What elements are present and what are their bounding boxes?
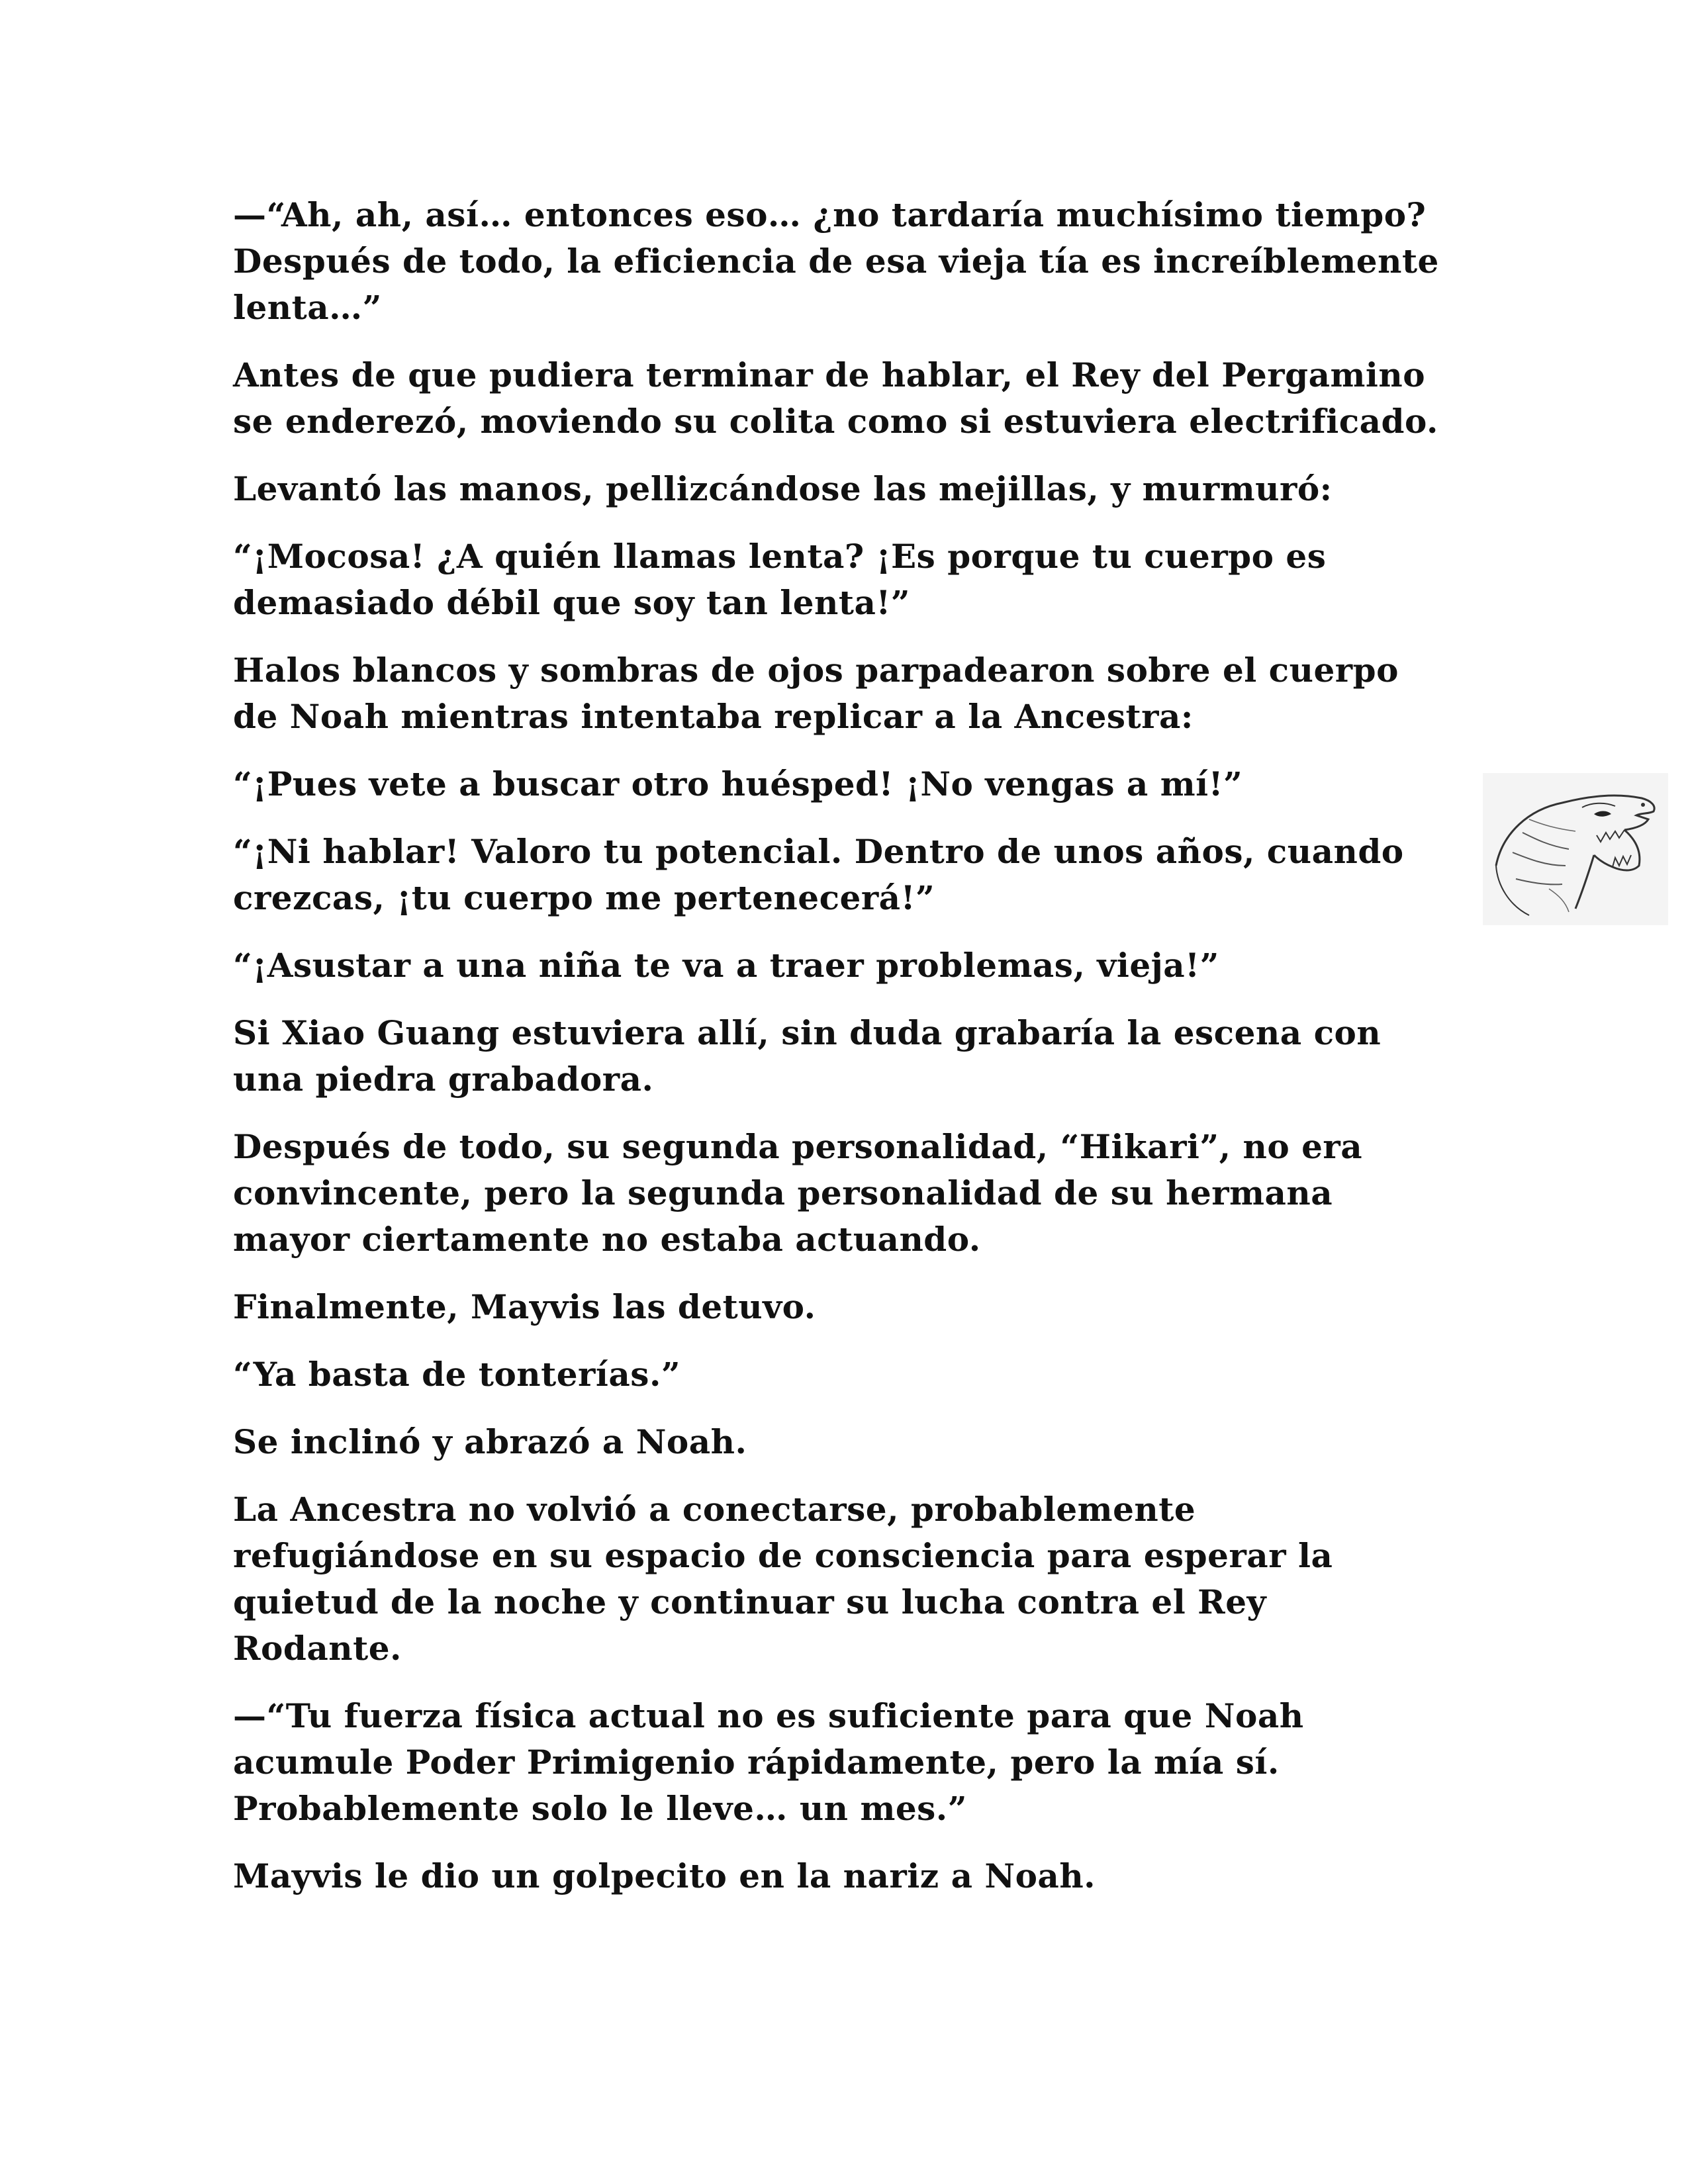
paragraph: Finalmente, Mayvis las detuvo. xyxy=(233,1287,816,1326)
paragraph: Levantó las manos, pellizcándose las mejillas, y murmuró: xyxy=(233,469,1333,508)
paragraph: Se inclinó y abrazó a Noah. xyxy=(233,1422,747,1461)
paragraph: —“Ah, ah, así… entonces eso… ¿no tardaría muchísimo tiempo? Después de todo, la eficiencia de esa vieja tía es increíblemente lenta…” xyxy=(233,195,1439,327)
dinosaur-head-icon xyxy=(1483,773,1668,925)
paragraph: Después de todo, su segunda personalidad, “Hikari”, no era convincente, pero la segunda personalidad de su hermana mayor ciertamente no estaba actuando. xyxy=(233,1127,1363,1259)
paragraph: “Ya basta de tonterías.” xyxy=(233,1355,681,1394)
paragraph: —“Tu fuerza física actual no es suficiente para que Noah acumule Poder Primigenio rápidamente, pero la mía sí. Probablemente solo le lleve… un mes.” xyxy=(233,1696,1304,1828)
paragraph: Antes de que pudiera terminar de hablar, el Rey del Pergamino se enderezó, moviendo su colita como si estuviera electrificado. xyxy=(233,355,1438,441)
body-text xyxy=(233,192,1444,1921)
paragraph: “¡Mocosa! ¿A quién llamas lenta? ¡Es porque tu cuerpo es demasiado débil que soy tan lenta!” xyxy=(233,537,1327,622)
paragraph: Si Xiao Guang estuviera allí, sin duda grabaría la escena con una piedra grabadora. xyxy=(233,1013,1382,1099)
paragraph: “¡Ni hablar! Valoro tu potencial. Dentro de unos años, cuando crezcas, ¡tu cuerpo me pertenecerá!” xyxy=(233,832,1404,917)
paragraph: Halos blancos y sombras de ojos parpadearon sobre el cuerpo de Noah mientras intentaba replicar a la Ancestra: xyxy=(233,651,1399,736)
paragraph: “¡Pues vete a buscar otro huésped! ¡No vengas a mí!” xyxy=(233,764,1243,803)
paragraph: Mayvis le dio un golpecito en la nariz a Noah. xyxy=(233,1856,1096,1895)
paragraph: “¡Asustar a una niña te va a traer problemas, vieja!” xyxy=(233,946,1219,985)
paragraph: La Ancestra no volvió a conectarse, probablemente refugiándose en su espacio de consciencia para esperar la quietud de la noche y continuar su lucha contra el Rey Rodante. xyxy=(233,1490,1333,1668)
